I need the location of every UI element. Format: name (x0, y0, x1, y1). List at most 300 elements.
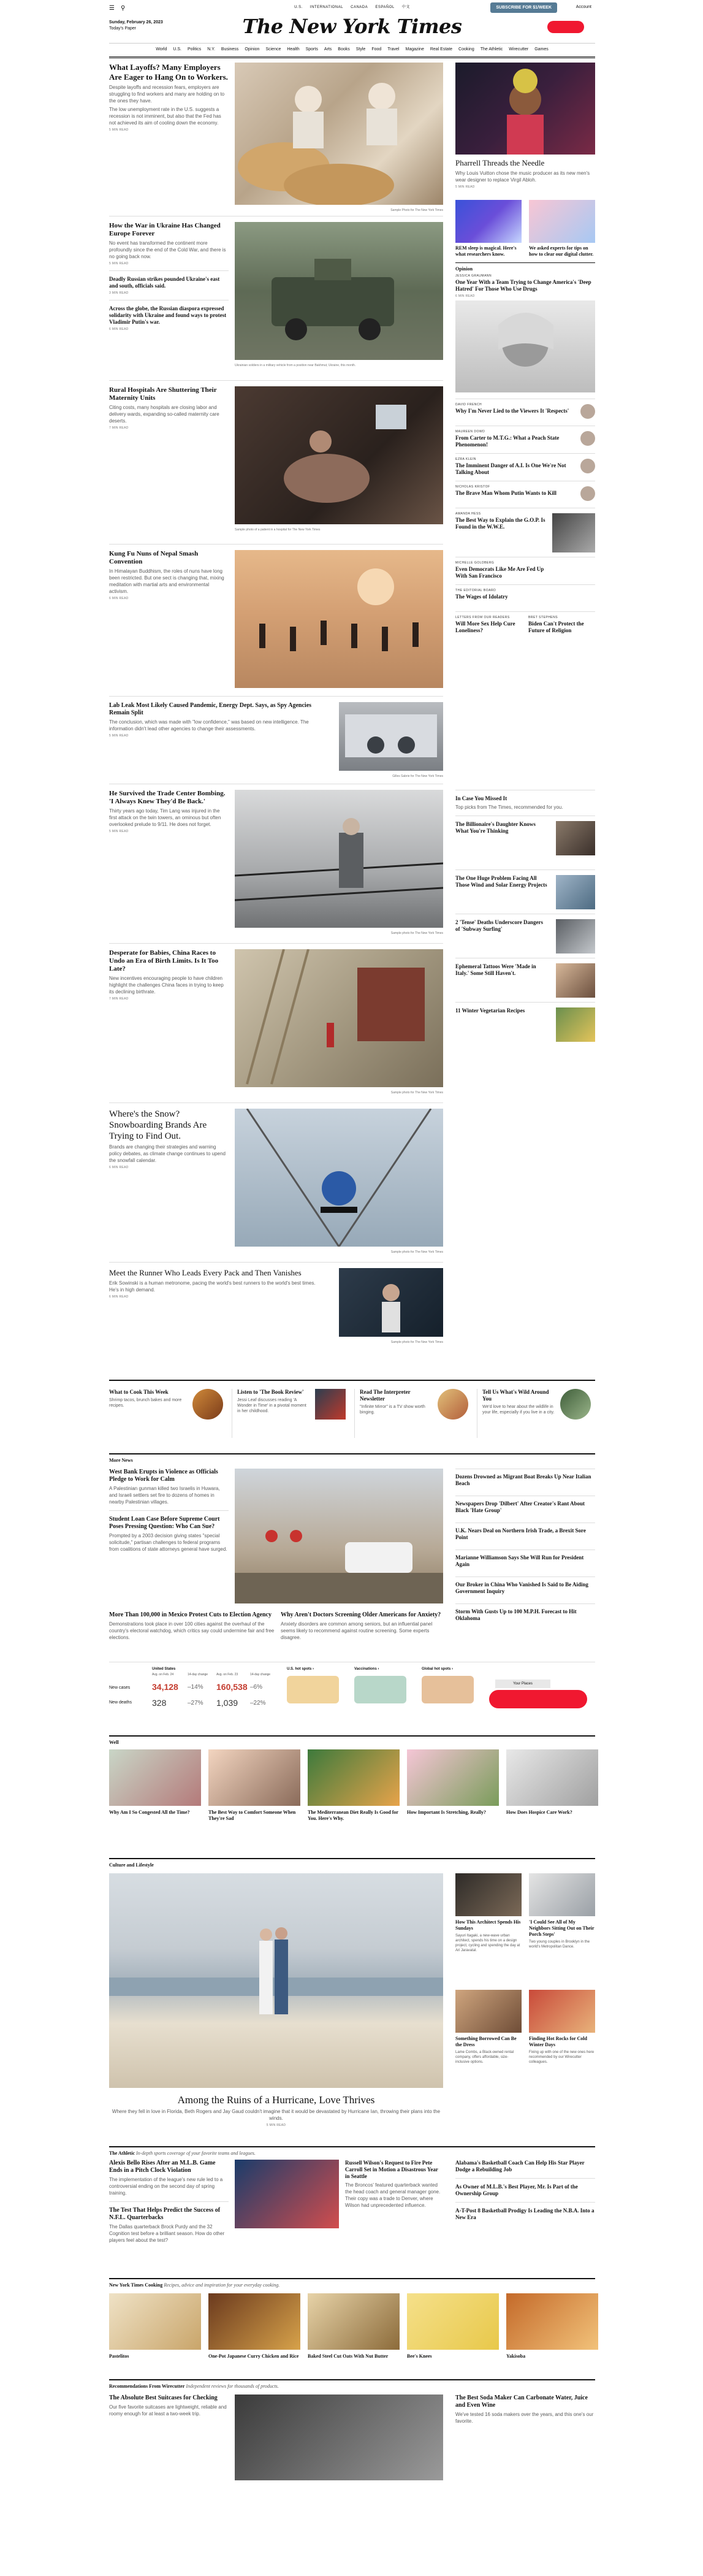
nav-item-books[interactable]: Books (338, 47, 350, 52)
read-time: 5 MIN READ (109, 262, 129, 266)
watching-thumb (556, 919, 595, 954)
opinion-item[interactable] (455, 616, 522, 634)
promo-item[interactable] (109, 1389, 226, 1438)
well-item[interactable] (506, 1749, 598, 1816)
opinion-headline[interactable]: The Imminent Danger of A.I. Is One We're Not Talking About (455, 462, 566, 475)
us-date-b: 14-day change (188, 1673, 208, 1676)
read-time: 6 MIN READ (109, 1166, 129, 1169)
covid-tracker[interactable] (109, 1662, 595, 1717)
headline-2[interactable]: Student Loan Case Before Supreme Court Poses Pressing Question: Who Can Sue? (109, 1516, 220, 1530)
nav-item-n-y-[interactable]: N.Y. (207, 47, 215, 52)
well-section (109, 1735, 595, 1745)
columnist-name: AMANDA HESS (455, 512, 481, 516)
nav-item-politics[interactable]: Politics (188, 47, 202, 52)
promo-item[interactable] (354, 1389, 471, 1438)
photo-snowboard (235, 1109, 443, 1247)
summary: Thirty years ago today, Tim Lang was injured in the first attack on the twin towers, an ominous but often overlooked prelude to 9/11. He does not forget. (109, 808, 221, 827)
photo-architect (455, 1873, 522, 1916)
nav-item-u-s-[interactable]: U.S. (173, 47, 181, 52)
story-hot-rocks[interactable] (529, 2036, 595, 2065)
summary-2: The Dallas quarterback Brock Purdy and the 32 Cognition test before a brilliant season. How do other players feel about the test? (109, 2224, 225, 2243)
columnist-name: LETTERS FROM OUR READERS (455, 616, 510, 619)
well-headline[interactable]: Why Am I So Congested All the Time? (109, 1810, 190, 1815)
opinion-item[interactable] (455, 453, 595, 481)
athletic-headline-4[interactable]: Alabama's Basketball Coach Can Help His Star Player Dodge a Rebuilding Job (455, 2160, 585, 2173)
columnist-avatar (580, 486, 595, 501)
menu-icon[interactable]: ☰ (109, 5, 115, 12)
opinion-letters-row (455, 611, 595, 634)
watching-item[interactable] (455, 816, 595, 869)
promo-thumb (315, 1389, 346, 1420)
well-headline[interactable]: How Important Is Stretching, Really? (407, 1810, 486, 1815)
deaths-change-2: –22% (250, 1700, 266, 1707)
nav-item-health[interactable]: Health (287, 47, 300, 52)
read-time: 5 MIN READ (109, 128, 129, 132)
watching-item[interactable] (455, 914, 595, 958)
nav-item-business[interactable]: Business (221, 47, 239, 52)
headline[interactable]: Desperate for Babies, China Races to Undo an Era of Birth Limits. Is It Too Late? (109, 949, 219, 973)
headline[interactable]: Kung Fu Nuns of Nepal Smash Convention (109, 550, 199, 565)
nav-item-cooking[interactable]: Cooking (458, 47, 474, 52)
photo-ukraine-soldiers (235, 222, 443, 360)
watching-headline[interactable]: The One Huge Problem Facing All Those Wind and Solar Energy Projects (455, 875, 547, 888)
cases-value-2: 160,538 (216, 1682, 248, 1692)
more-news-headline[interactable]: Dozens Drowned as Migrant Boat Breaks Up Near Italian Beach (455, 1473, 591, 1486)
summary-2: The low unemployment rate in the U.S. suggests a recession is not imminent, but also that the Fed has not achieved its aim of cooling down the economy. (109, 107, 221, 126)
story-anxiety[interactable] (281, 1611, 443, 1641)
more-news-item[interactable] (455, 1550, 595, 1577)
photo-illustration (455, 300, 595, 392)
nav-item-real-estate[interactable]: Real Estate (430, 47, 453, 52)
headline[interactable]: Meet the Runner Who Leads Every Pack and Then Vanishes (109, 1268, 302, 1277)
photo-caption: Sample photo for The New York Times (390, 1091, 443, 1095)
cooking-list (109, 2293, 595, 2367)
story-ukraine[interactable] (109, 222, 229, 331)
story-kung-fu-nuns[interactable] (109, 550, 229, 600)
story-suitcases[interactable] (109, 2394, 229, 2417)
well-item[interactable] (109, 1749, 201, 1816)
story-dress[interactable] (455, 2036, 522, 2065)
cases-change: –14% (188, 1684, 203, 1691)
promo-headline[interactable]: Read The Interpreter Newsletter (360, 1389, 411, 1402)
nav-item-food[interactable]: Food (371, 47, 382, 52)
photo-illustration (339, 1268, 443, 1337)
more-news-headline[interactable]: Newspapers Drop 'Dilbert' After Creator's Rant About Black 'Hate Group' (455, 1500, 585, 1513)
columnist-name: NICHOLAS KRISTOF (455, 485, 490, 489)
headline[interactable]: Why Aren't Doctors Screening Older Americans for Anxiety? (281, 1611, 441, 1618)
opinion-headline[interactable]: Biden Can't Protect the Future of Religion (528, 621, 584, 633)
promo-thumb (192, 1389, 223, 1420)
well-headline[interactable]: How Does Hospice Care Work? (506, 1810, 572, 1815)
read-time: 6 MIN READ (109, 597, 129, 600)
map-link-us[interactable]: U.S. hot spots › (287, 1667, 314, 1671)
photo-rem-sleep (455, 200, 522, 243)
promo-strip (109, 1389, 595, 1438)
photo-opinion (455, 300, 595, 392)
todays-paper-link[interactable]: Today's Paper (109, 26, 137, 31)
columnist-1: JESSICA GRAUMANN (455, 274, 492, 278)
headline[interactable]: Something Borrowed Can Be the Dress (455, 2036, 517, 2047)
summary: We've tested 16 soda makers over the years, and this one's our favorite. (455, 2412, 594, 2424)
redacted-mark (547, 21, 584, 33)
opinion-headline[interactable]: The Best Way to Explain the G.O.P. Is Found in the W.W.E. (455, 517, 545, 530)
nav-item-wirecutter[interactable]: Wirecutter (509, 47, 529, 52)
search-icon[interactable]: ⚲ (120, 5, 126, 12)
story-neighbors[interactable] (529, 1919, 595, 1949)
wirecutter-name: Recommendations From Wirecutter (109, 2383, 185, 2389)
nav-item-style[interactable]: Style (355, 47, 366, 52)
deaths-value-2: 1,039 (216, 1698, 238, 1708)
opinion-item[interactable] (455, 399, 595, 426)
story-trade-center[interactable] (109, 790, 229, 833)
date-text: Sunday, February 26, 2023 (109, 20, 163, 25)
promo-thumb (438, 1389, 468, 1420)
more-news-item[interactable] (455, 1603, 595, 1630)
headline[interactable]: More Than 100,000 in Mexico Protest Cuts to Election Agency (109, 1611, 272, 1618)
divider (109, 1380, 595, 1381)
recipe-title[interactable]: Yakisoba (506, 2353, 526, 2359)
more-news-headline[interactable]: Marianne Williamson Says She Will Run for President Again (455, 1554, 584, 1567)
more-news-item[interactable] (455, 1523, 595, 1550)
summary: The conclusion, which was made with "low confidence," was based on new intelligence. The information didn't lead other agencies to change their assessments. (109, 719, 309, 732)
athletic-list (455, 2160, 595, 2221)
page-content (109, 0, 595, 2424)
photo-caption: Sample Photo for The New York Times (390, 208, 443, 212)
recipe-title[interactable]: One-Pot Japanese Curry Chicken and Rice (208, 2353, 299, 2359)
summary: The implementation of the league's new rule led to a controversial ending on the second day of spring training. (109, 2177, 223, 2196)
summary: Anxiety disorders are common among seniors, but an influential panel seems likely to recommend against routine screening. Some experts disagree. (281, 1621, 433, 1640)
photo-illustration (235, 550, 443, 688)
promo-item[interactable] (477, 1389, 593, 1438)
opinion-headline-1[interactable]: One Year With a Team Trying to Change America's 'Deep Hatred' For Those Who Use Drugs (455, 279, 591, 292)
story-snowboarding[interactable] (109, 1109, 229, 1169)
cases-label: New cases (109, 1686, 131, 1690)
recipe-title[interactable]: Bee's Knees (407, 2353, 432, 2359)
photo-dress (455, 1990, 522, 2033)
opinion-headline[interactable]: From Carter to M.T.G.: What a Peach State Phenomenon! (455, 435, 560, 448)
story-rural-hospitals[interactable] (109, 386, 229, 430)
cooking-item[interactable] (208, 2293, 300, 2360)
summary: Despite layoffs and recession fears, employers are struggling to find workers and many are holding on to the ones they have. (109, 85, 225, 104)
read-time: 5 MIN READ (266, 2123, 286, 2127)
nav-item-magazine[interactable]: Magazine (405, 47, 424, 52)
well-thumb (208, 1749, 300, 1806)
headline-3[interactable]: Across the globe, the Russian diaspora expressed solidarity with Ukraine and found ways to protest Vladimir Putin's war. (109, 305, 227, 325)
opinion-headline[interactable]: The Brave Man Whom Putin Wants to Kill (455, 490, 557, 496)
nav-item-science[interactable]: Science (265, 47, 281, 52)
photo-bread-workers (235, 63, 443, 205)
wirecutter-sub: Independent reviews for thousands of products. (186, 2383, 279, 2389)
photo-caption: Gilles Sabrie for The New York Times (392, 774, 443, 778)
headline[interactable]: 'I Could See All of My Neighbors Sitting Out on Their Porch Steps' (529, 1919, 595, 1937)
cooking-sub: Recipes, advice and inspiration for your everyday cooking. (164, 2282, 280, 2288)
vax-map-icon[interactable] (354, 1676, 406, 1703)
redacted-mark (489, 1690, 587, 1708)
headline[interactable]: How This Architect Spends His Sundays (455, 1919, 521, 1931)
athletic-headline-6[interactable]: A-T-Post 8 Basketball Prodigy Is Leading the N.B.A. Into a New Era (455, 2207, 595, 2220)
more-news-headline[interactable]: Storm With Gusts Up to 100 M.P.H. Forecast to Hit Oklahoma (455, 1608, 577, 1621)
promo-summary: "Infinite Mirror" is a TV show worth binging. (360, 1405, 425, 1415)
athletic-label[interactable] (109, 2146, 595, 2156)
promo-headline[interactable]: Tell Us What's Wild Around You (482, 1389, 549, 1402)
opinion-item[interactable] (528, 616, 595, 634)
columnist-name: DAVID FRENCH (455, 403, 482, 407)
nav-item-travel[interactable]: Travel (387, 47, 400, 52)
account-button[interactable]: Account (576, 5, 591, 9)
well-thumb (308, 1749, 400, 1806)
photo-digital-clutter (529, 200, 595, 243)
athletic-headline-5[interactable]: As Owner of M.L.B.'s Best Player, Mr. Is Part of the Ownership Group (455, 2184, 578, 2196)
nav-item-opinion[interactable]: Opinion (245, 47, 260, 52)
recipe-title[interactable]: Baked Steel Cut Oats With Nut Butter (308, 2353, 389, 2359)
summary: Why Louis Vuitton chose the music producer as its new men's wear designer to replace Virgil Abloh. (455, 170, 590, 183)
your-places-button[interactable]: Your Places (495, 1680, 550, 1688)
divider (109, 1262, 443, 1263)
story-west-bank[interactable] (109, 1469, 229, 1553)
read-time: 5 MIN READ (109, 830, 129, 833)
summary: Sayuri Itagaki, a new-wave urban architect, spends his time on a design project, cycling and spending the day at Ari Jaravatal. (455, 1934, 520, 1952)
well-item[interactable] (308, 1749, 400, 1822)
watching-item[interactable] (455, 958, 595, 1002)
photo-lab (339, 702, 443, 771)
opinion-item[interactable] (455, 584, 595, 611)
divider (455, 2202, 595, 2203)
us-date-c: Avg. on Feb. 23 (216, 1673, 238, 1676)
nav-item-the-athletic[interactable]: The Athletic (480, 47, 503, 52)
wirecutter-label[interactable] (109, 2379, 595, 2389)
headline-2[interactable]: Deadly Russian strikes pounded Ukraine's east and south, officials said. (109, 276, 220, 289)
subscribe-button[interactable]: SUBSCRIBE FOR $1/WEEK (490, 2, 557, 13)
read-time-2: 3 MIN READ (109, 291, 129, 295)
headline[interactable]: Rural Hospitals Are Shuttering Their Maternity Units (109, 386, 217, 402)
photo-caption: Sample photo for The New York Times (390, 931, 443, 935)
cooking-item[interactable] (109, 2293, 201, 2360)
edition-international[interactable]: INTERNATIONAL (310, 6, 343, 9)
nyt-logo[interactable]: The New York Times (242, 15, 462, 38)
opinion-headline[interactable]: Will More Sex Help Cure Loneliness? (455, 621, 515, 633)
more-news-item[interactable] (455, 1577, 595, 1603)
story-mexico[interactable] (109, 1611, 275, 1641)
summary: Erik Sowinski is a human metronome, pacing the world's best runners to the world's best times. He's in high demand. (109, 1280, 316, 1293)
columnist-avatar (580, 459, 595, 473)
recipe-photo (208, 2293, 300, 2350)
more-news-label[interactable]: More News (109, 1453, 595, 1463)
story-russell-wilson[interactable] (345, 2160, 443, 2209)
columnist-avatar (580, 404, 595, 419)
divider (109, 1510, 229, 1511)
opinion-list (455, 399, 595, 634)
well-label[interactable]: Well (109, 1735, 595, 1745)
story-layoffs[interactable] (109, 63, 229, 132)
opinion-item[interactable] (455, 557, 595, 584)
columnist-name: BRET STEPHENS (528, 616, 558, 619)
watching-item[interactable] (455, 869, 595, 914)
photo-caption: Sample photo for The New York Times (390, 1340, 443, 1344)
photo-pharrell (455, 63, 595, 155)
headline[interactable]: What Layoffs? Many Employers Are Eager to Hang On to Workers. (109, 63, 228, 82)
summary: Brands are changing their strategies and warning policy debates, as climate change continues to upend the snowfall calendar. (109, 1144, 226, 1163)
photo-hospital-patient (235, 386, 443, 524)
more-news-item[interactable] (455, 1496, 595, 1523)
deaths-label: New deaths (109, 1700, 132, 1705)
summary: Two young couples in Brooklyn in the world's Metropolitan Dance. (529, 1940, 590, 1949)
nav-item-games[interactable]: Games (534, 47, 549, 52)
edition-chinese[interactable]: 中文 (401, 6, 410, 9)
opinion-label[interactable]: Opinion (455, 262, 595, 272)
story-china-births[interactable] (109, 949, 229, 1001)
headline[interactable]: The Absolute Best Suitcases for Checking (109, 2394, 218, 2401)
story-mlb[interactable] (109, 2160, 229, 2244)
headline[interactable]: Pharrell Threads the Needle (455, 158, 545, 167)
cooking-item[interactable] (407, 2293, 499, 2360)
wirecutter-section (109, 2379, 595, 2389)
more-news-item[interactable] (455, 1469, 595, 1496)
story-digital-clutter[interactable]: We asked experts for tips on how to clear our digital clutter. (529, 245, 594, 257)
more-news-headline[interactable]: Our Broker in China Who Vanished Is Said to Be Aiding Government Inquiry (455, 1581, 588, 1594)
summary: Demonstrations took place in over 100 cities against the overhaul of the country's electoral watchdog, which critics say could undermine fair and free elections. (109, 1621, 275, 1640)
story-pharrell[interactable] (455, 158, 595, 189)
us-date-a: Avg. on Feb. 24 (152, 1673, 174, 1676)
athletic-name: The Athletic (109, 2150, 135, 2156)
opinion-headline[interactable]: The Wages of Idolatry (455, 594, 508, 600)
promo-headline[interactable]: What to Cook This Week (109, 1389, 169, 1395)
edition-canada[interactable]: CANADA (351, 6, 368, 9)
well-headline[interactable]: The Mediterranean Diet Really Is Good for You. Here's Why. (308, 1810, 398, 1821)
photo-opinion-wwe (552, 513, 595, 552)
map-link-global[interactable]: Global hot spots › (422, 1667, 453, 1671)
headline[interactable]: The Best Soda Maker Can Carbonate Water, Juice and Even Wine (455, 2394, 588, 2409)
well-headline[interactable]: The Best Way to Comfort Someone When They're Sad (208, 1810, 296, 1821)
athletic-section (109, 2146, 595, 2156)
cooking-name: New York Times Cooking (109, 2282, 163, 2288)
headline[interactable]: How the War in Ukraine Has Changed Europe Forever (109, 222, 221, 237)
world-map-icon[interactable] (422, 1676, 474, 1703)
summary: Fixing up with one of the new ones here recommended by our Wirecutter colleagues. (529, 2050, 595, 2064)
opinion-item[interactable] (455, 508, 595, 557)
watching-title[interactable]: In Case You Missed It (455, 795, 507, 801)
summary: Where they fell in love in Florida, Beth Rogers and Jay Gaud couldn't imagine that it would be devastated by Hurricane Ian, throwing their plans into the winds. (112, 2109, 441, 2121)
photo-illustration (235, 1469, 443, 1603)
cases-change-2: –6% (250, 1684, 263, 1691)
us-label: United States (152, 1667, 176, 1671)
divider (455, 2178, 595, 2179)
culture-section (109, 1858, 595, 1868)
well-item[interactable] (407, 1749, 499, 1816)
promo-headline[interactable]: Listen to 'The Book Review' (237, 1389, 304, 1395)
watching-headline[interactable]: The Billionaire's Daughter Knows What You're Thinking (455, 821, 536, 834)
cooking-item[interactable] (308, 2293, 400, 2360)
summary: Lame Combs, a Black-owned rental company, offers affordable, size-inclusive options. (455, 2050, 514, 2064)
story-lab-leak[interactable] (109, 702, 330, 738)
divider (109, 544, 443, 545)
edition-us[interactable]: U.S. (294, 6, 303, 9)
read-time: 7 MIN READ (109, 426, 129, 430)
divider (109, 2201, 229, 2202)
opinion-item[interactable] (455, 426, 595, 453)
more-news-section (109, 1453, 595, 1463)
photo-runner (339, 1268, 443, 1337)
story-architect[interactable] (455, 1919, 522, 1953)
headline-2[interactable]: The Test That Helps Predict the Success of N.F.L. Quarterbacks (109, 2207, 221, 2221)
deaths-value: 328 (152, 1698, 167, 1708)
story-soda-maker[interactable] (455, 2394, 595, 2425)
map-link-vax[interactable]: Vaccinations › (354, 1667, 379, 1671)
photo-illustration (235, 63, 443, 205)
photo-illustration (235, 222, 443, 360)
cooking-label[interactable] (109, 2278, 595, 2288)
well-thumb (407, 1749, 499, 1806)
watching-thumb (556, 1007, 595, 1042)
headline[interactable]: Among the Ruins of a Hurricane, Love Thrives (177, 2094, 375, 2106)
more-news-headline[interactable]: U.K. Nears Deal on Northern Irish Trade, a Brexit Sore Point (455, 1527, 586, 1540)
story-runner[interactable] (109, 1268, 324, 1299)
us-date-d: 14-day change (250, 1673, 271, 1676)
read-time: 5 MIN READ (109, 734, 129, 738)
watching-thumb (556, 875, 595, 909)
headline[interactable]: Finding Hot Rocks for Cold Winter Days (529, 2036, 587, 2047)
photo-illustration (109, 1873, 443, 2088)
read-time: 5 MIN READ (455, 185, 475, 189)
divider (109, 696, 443, 697)
opinion-headline[interactable]: Even Democrats Like Me Are Fed Up With San Francisco (455, 566, 544, 579)
photo-illustration (235, 790, 443, 928)
nav-item-world[interactable]: World (156, 47, 167, 52)
opinion-item[interactable] (455, 481, 595, 508)
headline[interactable]: He Survived the Trade Center Bombing. 'I Always Knew They'd Be Back.' (109, 790, 226, 805)
columnist-name: MAUREEN DOWD (455, 430, 485, 434)
promo-summary: Shrimp tacos, brunch bakes and more recipes. (109, 1398, 182, 1408)
watching-headline[interactable]: 2 'Tense' Deaths Underscore Dangers of 'Subway Surfing' (455, 919, 543, 932)
story-hurricane-love[interactable] (109, 2094, 443, 2127)
watching-headline[interactable]: 11 Winter Vegetarian Recipes (455, 1007, 525, 1014)
recipe-photo (109, 2293, 201, 2350)
well-item[interactable] (208, 1749, 300, 1822)
edition-espanol[interactable]: ESPAÑOL (375, 6, 395, 9)
photo-neighbors (529, 1873, 595, 1916)
photo-baseball (235, 2160, 339, 2228)
story-rem-sleep[interactable]: REM sleep is magical. Here's what researchers know. (455, 245, 517, 257)
culture-label[interactable]: Culture and Lifestyle (109, 1858, 595, 1868)
photo-caption: Sample photo of a patient in a hospital for The New York Times (235, 528, 321, 532)
recipe-title[interactable]: Pastelitos (109, 2353, 129, 2359)
photo-west-bank (235, 1469, 443, 1603)
athletic-sub: In-depth sports coverage of your favorite teams and leagues. (136, 2150, 256, 2156)
us-map-icon[interactable] (287, 1676, 339, 1703)
headline[interactable]: West Bank Erupts in Violence as Officials Pledge to Work for Calm (109, 1469, 218, 1483)
headline[interactable]: Alexis Bello Rises After an M.L.B. Game Ends in a Pitch Clock Violation (109, 2160, 216, 2174)
watching-headline[interactable]: Ephemeral Tattoos Were 'Made in Italy.' Some Still Haven't. (455, 963, 536, 976)
headline[interactable]: Lab Leak Most Likely Caused Pandemic, Energy Dept. Says, as Spy Agencies Remain Split (109, 702, 312, 716)
headline[interactable]: Where's the Snow? Snowboarding Brands Are Trying to Find Out. (109, 1109, 207, 1141)
divider (109, 270, 229, 271)
opinion-headline[interactable]: Why I'm Never Lied to the Viewers It 'Respects' (455, 408, 569, 414)
watching-item[interactable] (455, 1002, 595, 1046)
nav-item-sports[interactable]: Sports (305, 47, 318, 52)
cooking-item[interactable] (506, 2293, 598, 2360)
photo-couple-beach (109, 1873, 443, 2088)
nav-item-arts[interactable]: Arts (324, 47, 332, 52)
summary: New incentives encouraging people to have children highlight the challenges China faces in trying to keep its declining birthrate. (109, 976, 224, 995)
columnist-avatar (580, 431, 595, 446)
summary: The Broncos' featured quarterback wanted the head coach and general manager gone. Their copy was a trade to Denver, where Wilson had unprecedented influence. (345, 2182, 441, 2208)
headline[interactable]: Russell Wilson's Request to Fire Pete Carroll Set in Motion a Disastrous Year in Seattle (345, 2160, 438, 2179)
photo-man-on-bridge (235, 790, 443, 928)
read-time: 7 MIN READ (109, 997, 129, 1001)
promo-item[interactable] (232, 1389, 348, 1438)
more-news-list (455, 1469, 595, 1630)
photo-illustration (339, 702, 443, 771)
photo-suitcases (235, 2394, 443, 2480)
